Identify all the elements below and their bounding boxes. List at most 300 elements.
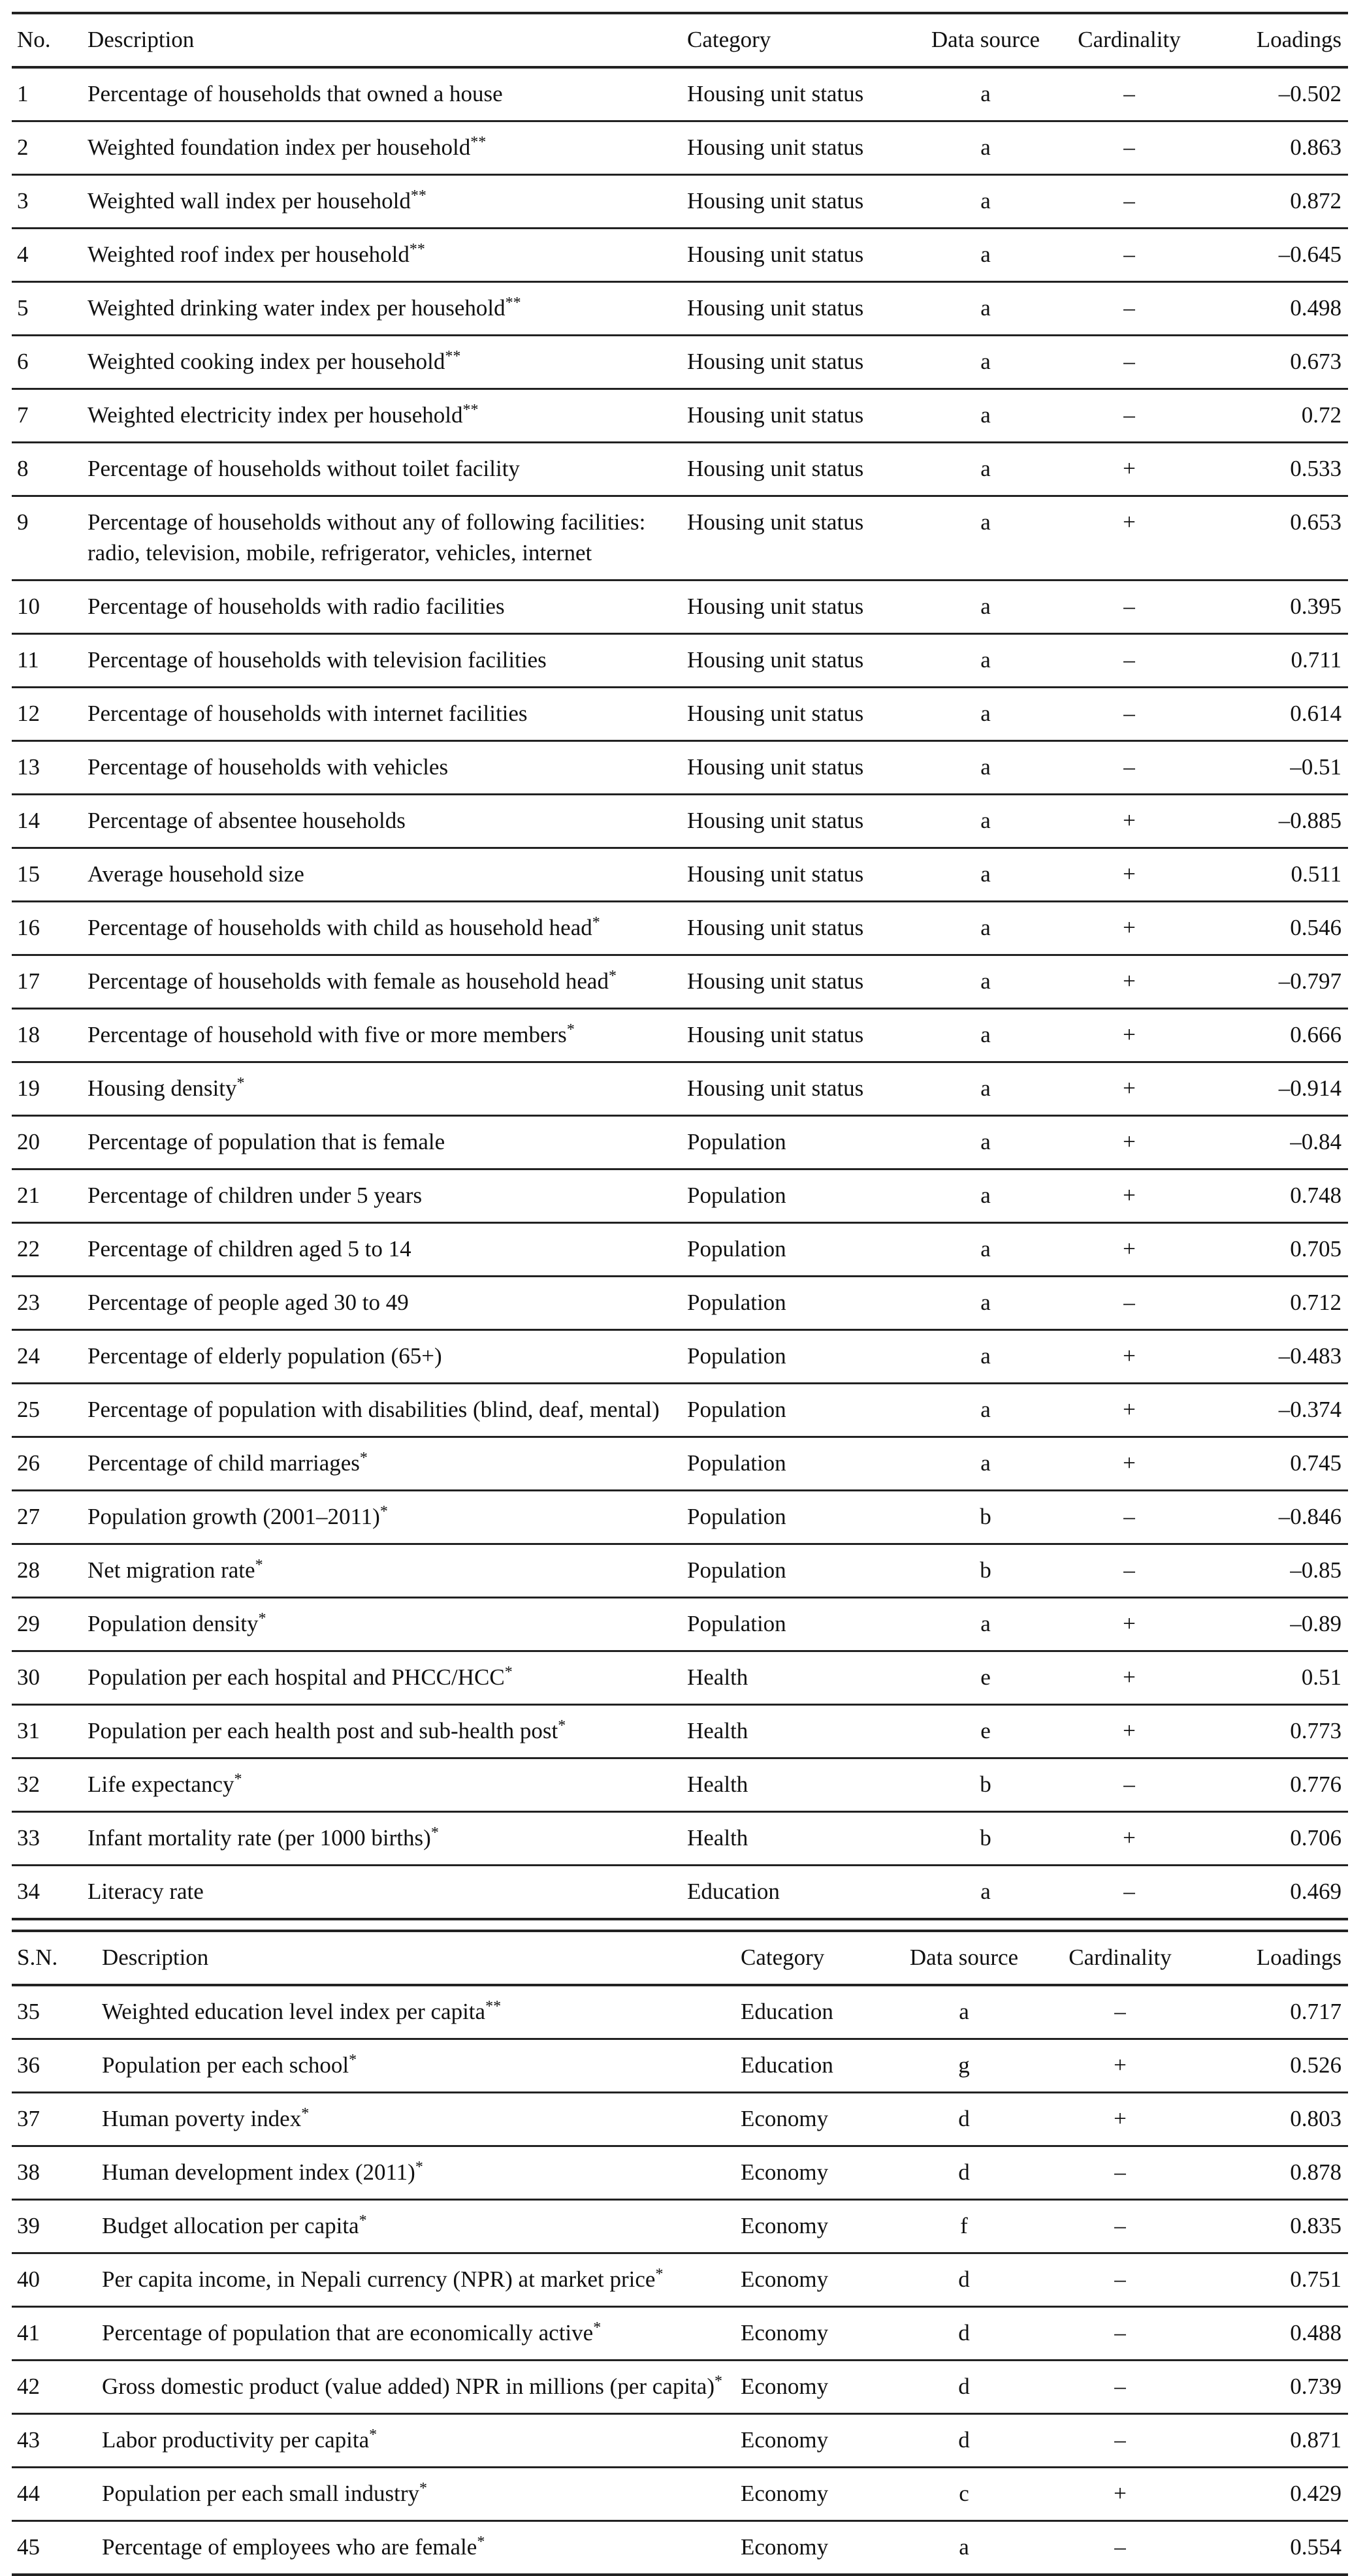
cell-cardinality: – (1123, 701, 1135, 726)
header-cardinality: Cardinality (1069, 1945, 1172, 1970)
cell-cardinality: – (1123, 188, 1135, 214)
table-row (12, 2307, 1348, 2361)
cell-cardinality: + (1123, 1397, 1136, 1422)
cell-description (82, 955, 682, 1009)
cell-loading: 0.533 (1290, 456, 1342, 481)
cell-number: 39 (17, 2213, 40, 2238)
cell-cardinality: – (1114, 2427, 1126, 2453)
cell-number: 11 (17, 647, 39, 673)
description-text: Budget allocation per capita (102, 2213, 359, 2238)
table-row (12, 336, 1348, 389)
cell-cardinality: + (1123, 968, 1136, 994)
footnote-mark: ** (485, 1998, 502, 2015)
cell-number: 20 (17, 1129, 40, 1154)
cell-description (97, 2146, 735, 2200)
footnote-mark: * (258, 1610, 266, 1627)
cell-cardinality: + (1123, 1183, 1136, 1208)
cell-data-source: a (980, 1611, 991, 1636)
footnote-mark: * (566, 1021, 575, 1038)
cell-number: 6 (17, 349, 29, 374)
description-text: Weighted wall index per household (88, 188, 411, 214)
description-text: Population per each hospital and PHCC/HCC (88, 1664, 505, 1690)
cell-number: 35 (17, 1999, 40, 2024)
cell-category: Housing unit status (687, 701, 864, 726)
cell-description (82, 688, 682, 741)
cell-cardinality: + (1114, 2481, 1127, 2506)
cell-description (82, 121, 682, 175)
cell-category: Housing unit status (687, 509, 864, 535)
cell-number: 34 (17, 1879, 40, 1904)
table-row (12, 121, 1348, 175)
footnote-mark: * (608, 968, 617, 985)
cell-category: Population (687, 1343, 786, 1369)
footnote-mark: * (592, 914, 600, 931)
cell-category: Economy (741, 2481, 829, 2506)
cell-description (82, 1866, 682, 1920)
header-description: Description (88, 27, 195, 52)
cell-number: 32 (17, 1772, 40, 1797)
cell-category: Education (741, 2052, 833, 2078)
cell-number: 14 (17, 808, 40, 833)
footnote-mark: * (359, 2212, 367, 2229)
cell-loading: 0.653 (1290, 509, 1342, 535)
table-row (12, 2468, 1348, 2521)
header-loadings: Loadings (1256, 27, 1342, 52)
cell-loading: 0.872 (1290, 188, 1342, 214)
cell-loading: 0.469 (1290, 1879, 1342, 1904)
footnote-mark: ** (445, 348, 461, 365)
cell-data-source: d (958, 2266, 970, 2292)
table-row (12, 1866, 1348, 1920)
cell-description (82, 1009, 682, 1062)
cell-description (82, 1651, 682, 1705)
cell-data-source: b (980, 1772, 991, 1797)
table-body (12, 1985, 1348, 2575)
cell-loading: –0.51 (1290, 754, 1342, 780)
cell-cardinality: + (1123, 915, 1136, 940)
cell-description (97, 2468, 735, 2521)
header-no: No. (17, 27, 51, 52)
table-row (12, 2414, 1348, 2468)
cell-data-source: b (980, 1557, 991, 1583)
cell-cardinality: – (1123, 594, 1135, 619)
cell-category: Housing unit status (687, 295, 864, 321)
cell-data-source: e (980, 1664, 991, 1690)
cell-data-source: a (959, 2534, 969, 2560)
cell-cardinality: – (1123, 1504, 1135, 1529)
table-row (12, 2361, 1348, 2414)
description-text: Human poverty index (102, 2106, 302, 2131)
cell-cardinality: – (1123, 1772, 1135, 1797)
cell-description (82, 496, 682, 580)
description-text: Percentage of households with female as household head (88, 968, 609, 994)
cell-loading: –0.502 (1278, 81, 1342, 106)
description-text: Percentage of people aged 30 to 49 (88, 1290, 409, 1315)
cell-number: 44 (17, 2481, 40, 2506)
cell-loading: 0.673 (1290, 349, 1342, 374)
table-row (12, 688, 1348, 741)
cell-number: 41 (17, 2320, 40, 2345)
description-text: Percentage of households with radio facilities (88, 594, 505, 619)
cell-loading: 0.712 (1290, 1290, 1342, 1315)
description-text: Percentage of households with child as household head (88, 915, 592, 940)
cell-category: Education (687, 1879, 780, 1904)
cell-data-source: f (960, 2213, 968, 2238)
cell-description (97, 2361, 735, 2414)
cell-data-source: d (958, 2427, 970, 2453)
cell-number: 17 (17, 968, 40, 994)
description-text: Percentage of households with internet facilities (88, 701, 528, 726)
cell-loading: 0.614 (1290, 701, 1342, 726)
cell-loading: –0.797 (1278, 968, 1342, 994)
header-category: Category (741, 1945, 825, 1970)
cell-data-source: a (980, 188, 991, 214)
cell-loading: –0.374 (1278, 1397, 1342, 1422)
cell-number: 40 (17, 2266, 40, 2292)
table-row (12, 2146, 1348, 2200)
cell-description (82, 1116, 682, 1169)
footnote-mark: * (504, 1664, 513, 1681)
cell-data-source: a (980, 81, 991, 106)
cell-cardinality: – (1123, 402, 1135, 428)
cell-loading: 0.488 (1290, 2320, 1342, 2345)
cell-category: Housing unit status (687, 1022, 864, 1047)
cell-description (82, 1223, 682, 1277)
footnote-mark: * (477, 2534, 485, 2551)
cell-data-source: a (980, 509, 991, 535)
cell-category: Economy (741, 2266, 829, 2292)
cell-loading: 0.751 (1290, 2266, 1342, 2292)
cell-description (82, 443, 682, 496)
cell-description (82, 229, 682, 282)
cell-number: 45 (17, 2534, 40, 2560)
description-text: Per capita income, in Nepali currency (NPR) at market price (102, 2266, 656, 2292)
table-row (12, 2039, 1348, 2093)
description-text: Population per each school (102, 2052, 349, 2078)
cell-number: 33 (17, 1825, 40, 1851)
description-text: Net migration rate (88, 1557, 255, 1583)
cell-loading: 0.871 (1290, 2427, 1342, 2453)
cell-cardinality: + (1123, 1075, 1136, 1101)
cell-loading: –0.89 (1290, 1611, 1342, 1636)
footnote-mark: ** (410, 187, 426, 204)
description-text: Percentage of absentee households (88, 808, 406, 833)
cell-loading: 0.554 (1290, 2534, 1342, 2560)
cell-loading: 0.546 (1290, 915, 1342, 940)
cell-cardinality: – (1123, 242, 1135, 267)
cell-cardinality: + (1123, 1718, 1136, 1743)
cell-category: Housing unit status (687, 402, 864, 428)
cell-number: 12 (17, 701, 40, 726)
cell-category: Housing unit status (687, 647, 864, 673)
cell-cardinality: – (1123, 295, 1135, 321)
cell-loading: 0.717 (1290, 1999, 1342, 2024)
cell-loading: 0.511 (1291, 861, 1342, 887)
cell-number: 2 (17, 135, 29, 160)
description-text: Human development index (2011) (102, 2159, 415, 2185)
cell-number: 19 (17, 1075, 40, 1101)
cell-data-source: c (959, 2481, 969, 2506)
description-text: Percentage of households that owned a house (88, 81, 503, 106)
description-text: Weighted roof index per household (88, 242, 410, 267)
cell-data-source: a (980, 808, 991, 833)
cell-number: 8 (17, 456, 29, 481)
cell-data-source: a (980, 349, 991, 374)
cell-cardinality: – (1123, 81, 1135, 106)
cell-loading: 0.835 (1290, 2213, 1342, 2238)
cell-description (97, 1985, 735, 2039)
cell-data-source: a (980, 295, 991, 321)
cell-cardinality: + (1123, 509, 1136, 535)
table-header-row (12, 1931, 1348, 1985)
footnote-mark: * (415, 2159, 423, 2176)
cell-description (82, 1169, 682, 1223)
table-row (12, 496, 1348, 580)
header-cardinality: Cardinality (1078, 27, 1181, 52)
cell-description (82, 741, 682, 795)
description-text: Population per each small industry (102, 2481, 420, 2506)
cell-data-source: a (980, 1075, 991, 1101)
cell-data-source: a (980, 861, 991, 887)
table-row (12, 580, 1348, 634)
cell-number: 30 (17, 1664, 40, 1690)
cell-number: 5 (17, 295, 29, 321)
table-row (12, 1437, 1348, 1491)
description-text: Percentage of households with vehicles (88, 754, 449, 780)
cell-number: 28 (17, 1557, 40, 1583)
cell-data-source: d (958, 2159, 970, 2185)
cell-cardinality: + (1123, 1343, 1136, 1369)
table-row (12, 2093, 1348, 2146)
cell-loading: –0.645 (1278, 242, 1342, 267)
description-text: Percentage of children aged 5 to 14 (88, 1236, 411, 1262)
cell-loading: –0.885 (1278, 808, 1342, 833)
cell-number: 26 (17, 1450, 40, 1476)
cell-data-source: a (980, 135, 991, 160)
table-row (12, 1223, 1348, 1277)
cell-data-source: a (959, 1999, 969, 2024)
cell-data-source: b (980, 1504, 991, 1529)
cell-loading: 0.705 (1290, 1236, 1342, 1262)
cell-category: Housing unit status (687, 188, 864, 214)
table-row (12, 1491, 1348, 1544)
header-loadings: Loadings (1256, 1945, 1342, 1970)
cell-category: Housing unit status (687, 1075, 864, 1101)
cell-description (82, 795, 682, 848)
footnote-mark: ** (462, 402, 479, 419)
cell-loading: 0.72 (1301, 402, 1342, 428)
cell-data-source: a (980, 701, 991, 726)
cell-data-source: a (980, 915, 991, 940)
description-text: Percentage of household with five or more members (88, 1022, 567, 1047)
cell-cardinality: + (1123, 1022, 1136, 1047)
cell-cardinality: – (1123, 1879, 1135, 1904)
description-text: Average household size (88, 861, 304, 887)
cell-cardinality: – (1123, 135, 1135, 160)
cell-description (82, 1437, 682, 1491)
table-row (12, 2200, 1348, 2253)
cell-number: 31 (17, 1718, 40, 1743)
cell-loading: 0.51 (1301, 1664, 1342, 1690)
cell-cardinality: + (1123, 1664, 1136, 1690)
cell-description (82, 1062, 682, 1116)
cell-cardinality: + (1123, 1236, 1136, 1262)
cell-description (82, 1598, 682, 1651)
cell-loading: 0.748 (1290, 1183, 1342, 1208)
cell-data-source: a (980, 1343, 991, 1369)
cell-data-source: a (980, 1879, 991, 1904)
cell-cardinality: – (1123, 1557, 1135, 1583)
table-row (12, 955, 1348, 1009)
description-text: Life expectancy (88, 1772, 234, 1797)
table-row (12, 848, 1348, 902)
cell-category: Health (687, 1772, 748, 1797)
footnote-mark: * (349, 2052, 357, 2069)
cell-number: 4 (17, 242, 29, 267)
footnote-mark: * (379, 1503, 388, 1520)
cell-data-source: a (980, 754, 991, 780)
cell-cardinality: – (1114, 2374, 1126, 2399)
footnote-mark: * (255, 1557, 263, 1574)
description-text: Percentage of children under 5 years (88, 1183, 423, 1208)
cell-loading: –0.846 (1278, 1504, 1342, 1529)
table-row (12, 282, 1348, 336)
cell-description (82, 1812, 682, 1866)
description-text: Percentage of population that is female (88, 1129, 445, 1154)
cell-number: 10 (17, 594, 40, 619)
cell-loading: 0.526 (1290, 2052, 1342, 2078)
cell-data-source: a (980, 1450, 991, 1476)
cell-cardinality: + (1123, 456, 1136, 481)
cell-data-source: a (980, 456, 991, 481)
cell-category: Health (687, 1718, 748, 1743)
cell-cardinality: – (1114, 2320, 1126, 2345)
cell-loading: –0.483 (1278, 1343, 1342, 1369)
table-row (12, 634, 1348, 688)
table-row (12, 175, 1348, 229)
cell-description (82, 848, 682, 902)
cell-number: 15 (17, 861, 40, 887)
cell-description (82, 282, 682, 336)
cell-description (82, 175, 682, 229)
cell-cardinality: + (1114, 2052, 1127, 2078)
cell-category: Population (687, 1236, 786, 1262)
footnote-mark: * (655, 2266, 664, 2283)
table-row (12, 67, 1348, 121)
cell-category: Housing unit status (687, 808, 864, 833)
table-row (12, 1544, 1348, 1598)
cell-number: 27 (17, 1504, 40, 1529)
cell-data-source: g (958, 2052, 970, 2078)
cell-number: 25 (17, 1397, 40, 1422)
cell-category: Economy (741, 2159, 829, 2185)
table-row (12, 389, 1348, 443)
table-row (12, 1169, 1348, 1223)
table-header-row (12, 13, 1348, 67)
cell-cardinality: – (1114, 2266, 1126, 2292)
footnote-mark: ** (470, 134, 487, 151)
cell-number: 24 (17, 1343, 40, 1369)
cell-category: Housing unit status (687, 135, 864, 160)
table-row (12, 1985, 1348, 2039)
table-row (12, 1116, 1348, 1169)
table-row (12, 1330, 1348, 1384)
table-body (12, 67, 1348, 1919)
description-text: Weighted cooking index per household (88, 349, 445, 374)
cell-category: Economy (741, 2534, 829, 2560)
cell-cardinality: – (1123, 647, 1135, 673)
description-text: Percentage of households without toilet facility (88, 456, 520, 481)
cell-number: 42 (17, 2374, 40, 2399)
cell-data-source: a (980, 402, 991, 428)
description-text: Percentage of population with disabilities (blind, deaf, mental) (88, 1397, 660, 1422)
cell-category: Population (687, 1183, 786, 1208)
cell-description (82, 1277, 682, 1330)
cell-category: Population (687, 1611, 786, 1636)
header-sn: S.N. (17, 1945, 58, 1970)
cell-category: Education (741, 1999, 833, 2024)
cell-category: Population (687, 1129, 786, 1154)
cell-loading: 0.711 (1291, 647, 1342, 673)
cell-loading: –0.85 (1290, 1557, 1342, 1583)
cell-cardinality: – (1114, 2534, 1126, 2560)
cell-number: 38 (17, 2159, 40, 2185)
cell-number: 7 (17, 402, 29, 428)
cell-category: Economy (741, 2374, 829, 2399)
table-row (12, 1651, 1348, 1705)
description-text: Literacy rate (88, 1879, 204, 1904)
description-text: Weighted electricity index per household (88, 402, 463, 428)
cell-category: Population (687, 1557, 786, 1583)
header-description: Description (102, 1945, 209, 1970)
cell-number: 13 (17, 754, 40, 780)
cell-cardinality: + (1123, 861, 1136, 887)
description-text: Labor productivity per capita (102, 2427, 370, 2453)
header-data-source: Data source (909, 1945, 1019, 1970)
cell-description (82, 902, 682, 955)
table-row (12, 902, 1348, 955)
description-text: Percentage of population that are economically active (102, 2320, 594, 2345)
cell-category: Economy (741, 2427, 829, 2453)
cell-cardinality: – (1123, 349, 1135, 374)
cell-data-source: a (980, 1129, 991, 1154)
description-text: Population per each health post and sub-health post (88, 1718, 558, 1743)
footnote-mark: * (236, 1075, 245, 1092)
cell-description (82, 1491, 682, 1544)
cell-description (82, 580, 682, 634)
cell-number: 37 (17, 2106, 40, 2131)
cell-number: 3 (17, 188, 29, 214)
cell-loading: 0.878 (1290, 2159, 1342, 2185)
cell-description (82, 389, 682, 443)
cell-data-source: e (980, 1718, 991, 1743)
cell-data-source: a (980, 1397, 991, 1422)
description-text: Percentage of child marriages (88, 1450, 360, 1476)
header-category: Category (687, 27, 771, 52)
table-row (12, 2253, 1348, 2307)
table-row (12, 443, 1348, 496)
cell-description (97, 2200, 735, 2253)
table-row (12, 1705, 1348, 1758)
cell-cardinality: – (1123, 1290, 1135, 1315)
cell-cardinality: – (1114, 2159, 1126, 2185)
description-text: Population growth (2001–2011) (88, 1504, 380, 1529)
indicators-table-part-2 (12, 1930, 1348, 2576)
cell-cardinality: – (1114, 1999, 1126, 2024)
description-text: Weighted foundation index per household (88, 135, 471, 160)
cell-data-source: a (980, 1022, 991, 1047)
cell-category: Housing unit status (687, 349, 864, 374)
